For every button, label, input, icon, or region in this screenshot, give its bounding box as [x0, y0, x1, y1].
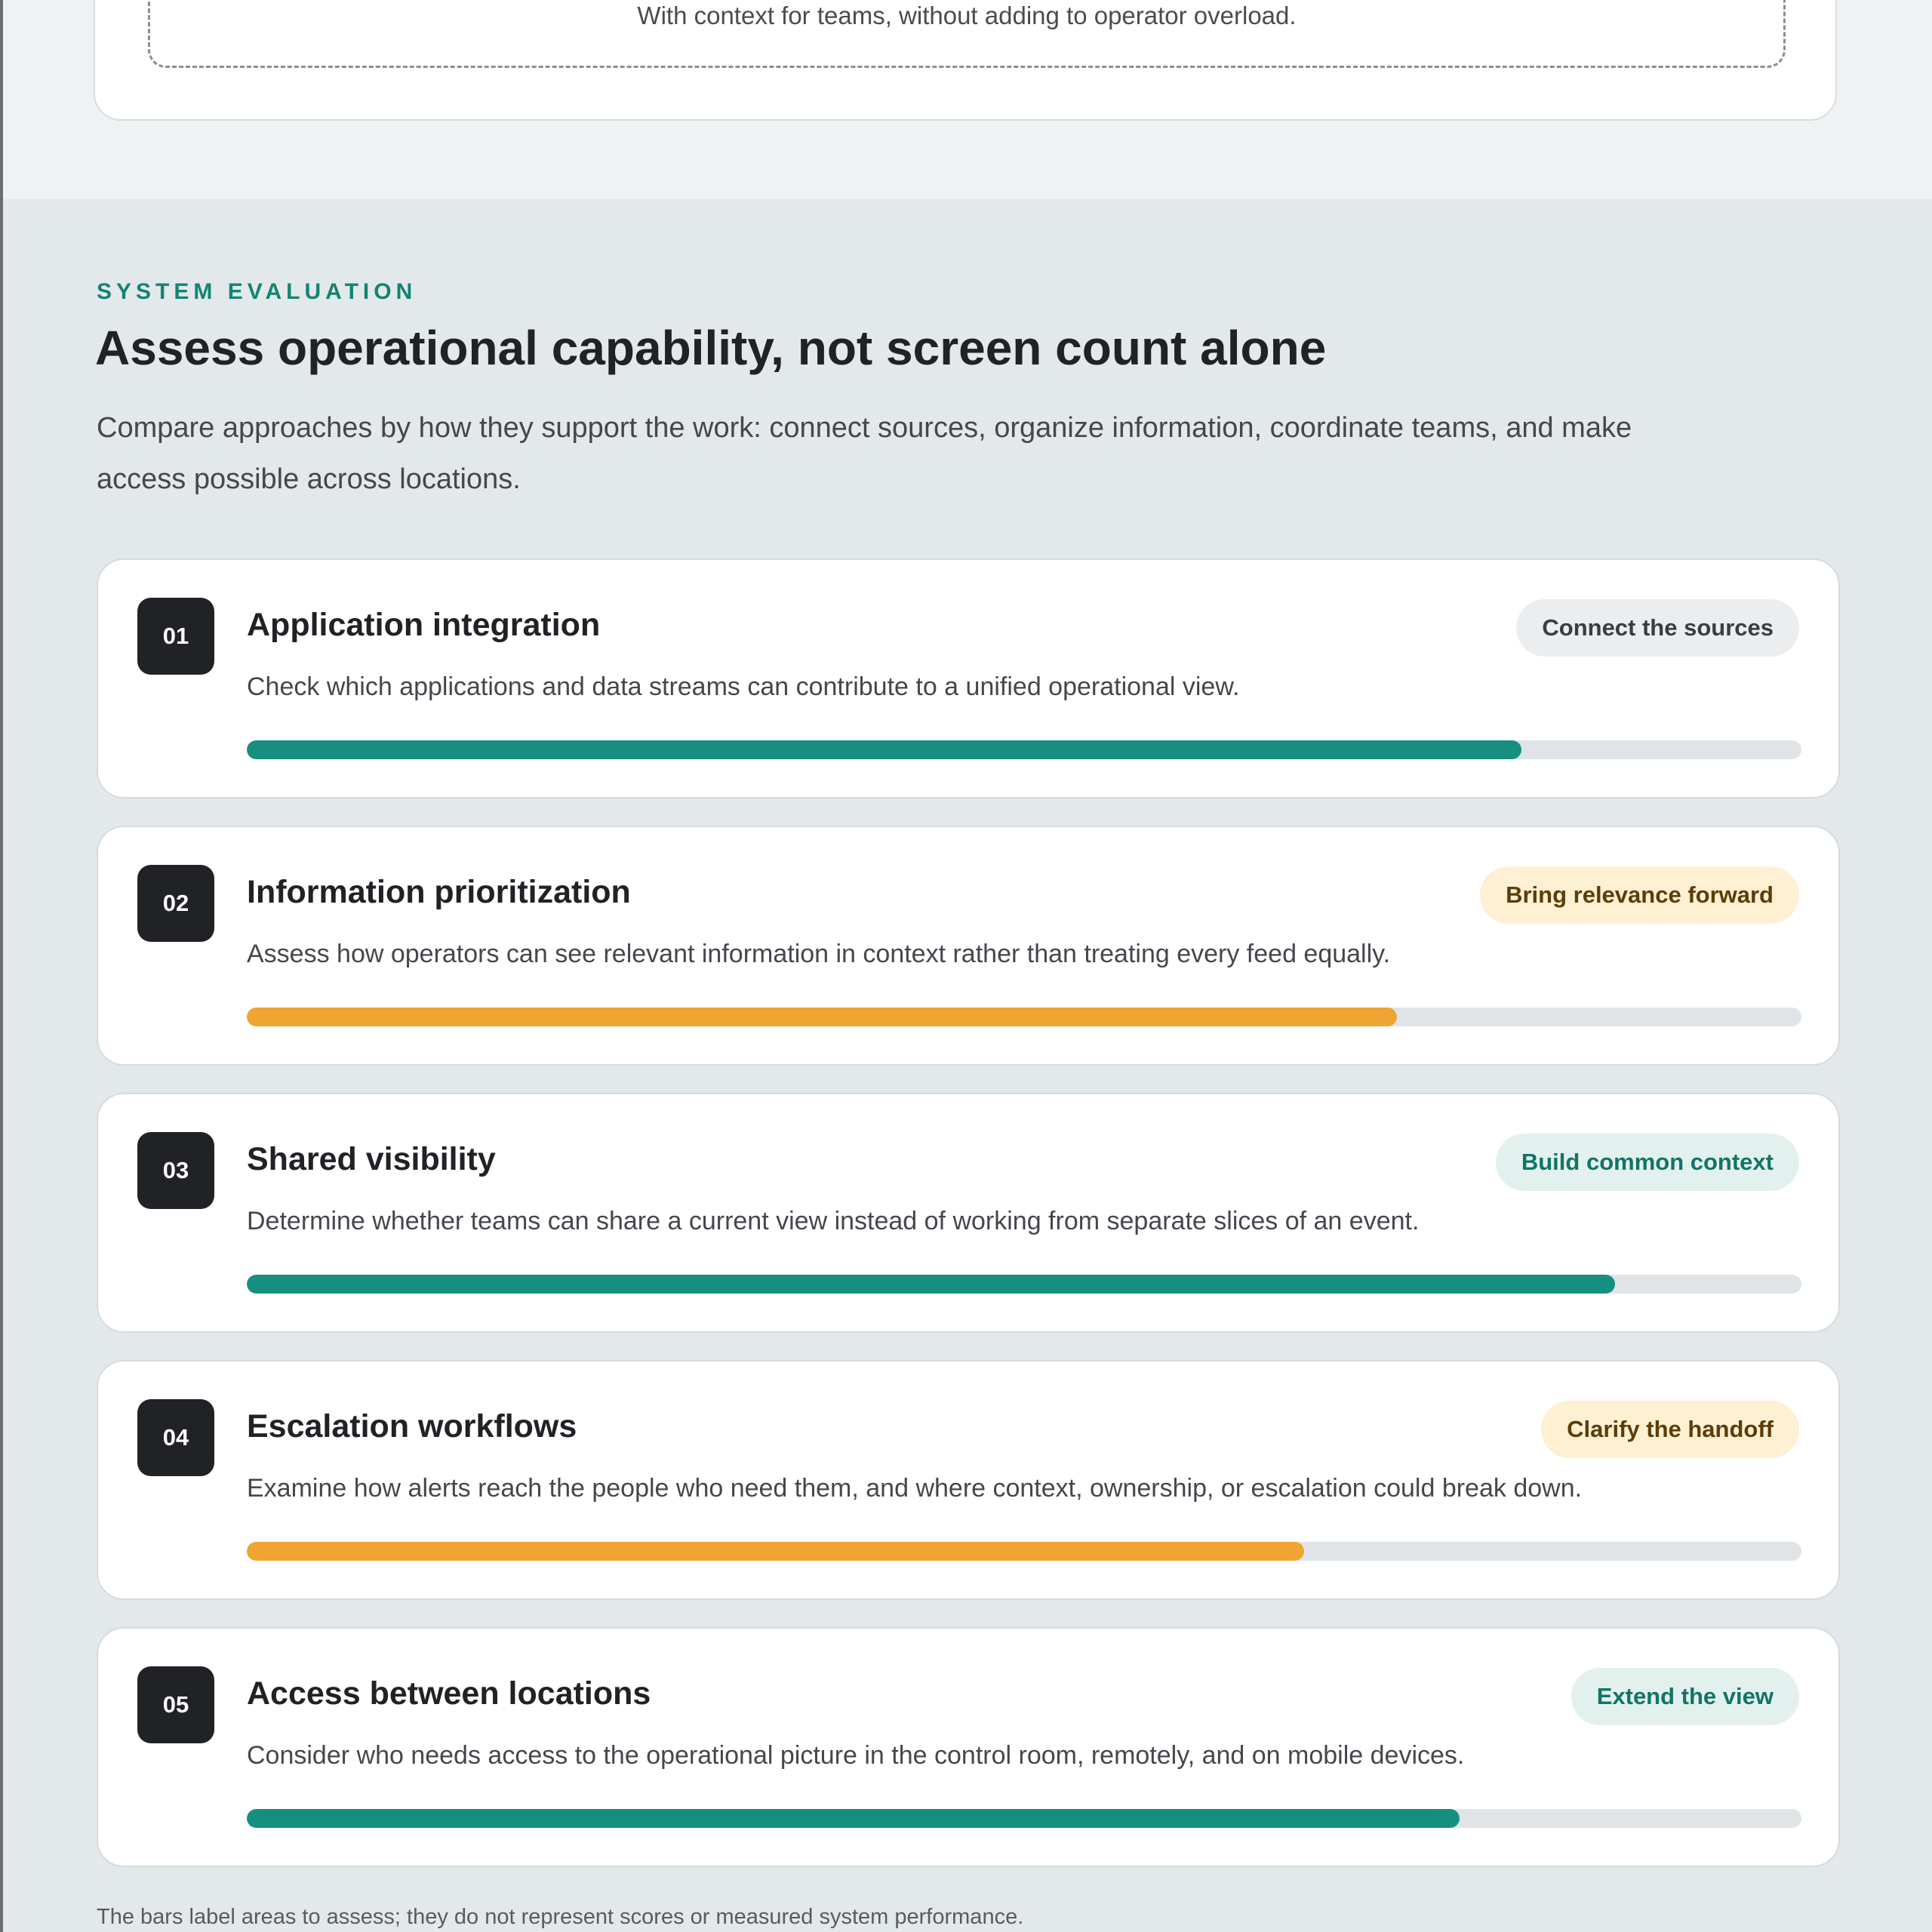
criterion-card — [97, 1360, 1840, 1600]
footnote: The bars label areas to assess; they do not represent scores or measured system performance. — [97, 1905, 1024, 1929]
criterion-number: 02 — [137, 865, 214, 942]
criterion-card — [97, 1093, 1840, 1333]
context-text: With context for teams, without adding to operator overload. — [637, 2, 1297, 29]
criterion-tag: Bring relevance forward — [1480, 866, 1799, 924]
criterion-number: 03 — [137, 1132, 214, 1209]
criterion-description: Check which applications and data streams can contribute to a unified operational view. — [247, 672, 1240, 701]
criterion-bar-track — [247, 1275, 1801, 1294]
criterion-tag: Connect the sources — [1516, 599, 1799, 657]
criterion-bar-track — [247, 1008, 1801, 1026]
criterion-description: Consider who needs access to the operational picture in the control room, remotely, and on mobile devices. — [247, 1741, 1465, 1770]
criterion-tag: Extend the view — [1571, 1668, 1799, 1725]
criterion-tag: Clarify the handoff — [1541, 1401, 1799, 1458]
criterion-card — [97, 1627, 1840, 1867]
criterion-description: Determine whether teams can share a current view instead of working from separate slices of an event. — [247, 1207, 1420, 1235]
criterion-bar-fill — [247, 1809, 1460, 1828]
criterion-number: 04 — [137, 1399, 214, 1476]
criterion-number: 05 — [137, 1666, 214, 1743]
criterion-bar-fill — [247, 1542, 1304, 1561]
criterion-title: Escalation workflows — [247, 1408, 577, 1444]
criterion-card — [97, 558, 1840, 798]
criterion-card — [97, 826, 1840, 1066]
criterion-bar-fill — [247, 740, 1521, 759]
section-title: Assess operational capability, not screen count alone — [95, 321, 1327, 375]
criterion-tag: Build common context — [1496, 1134, 1799, 1191]
criterion-bar-fill — [247, 1008, 1397, 1026]
criterion-title: Application integration — [247, 607, 601, 643]
criterion-bar-track — [247, 1542, 1801, 1561]
previous-section-band — [3, 0, 1932, 199]
section-eyebrow: SYSTEM EVALUATION — [97, 279, 417, 304]
criterion-description: Examine how alerts reach the people who need them, and where context, ownership, or escalation could break down. — [247, 1474, 1583, 1503]
criterion-number: 01 — [137, 598, 214, 675]
criterion-description: Assess how operators can see relevant information in context rather than treating every feed equally. — [247, 940, 1391, 968]
criterion-bar-fill — [247, 1275, 1615, 1294]
criterion-bar-track — [247, 740, 1801, 759]
context-card — [94, 0, 1837, 121]
criterion-title: Information prioritization — [247, 874, 631, 910]
section-description: Compare approaches by how they support the work: connect sources, organize information, coordinate teams, and make access possible across locations. — [97, 412, 1632, 495]
context-dashed-box — [148, 0, 1786, 68]
criterion-title: Access between locations — [247, 1675, 651, 1712]
criterion-title: Shared visibility — [247, 1141, 496, 1177]
criterion-bar-track — [247, 1809, 1801, 1828]
